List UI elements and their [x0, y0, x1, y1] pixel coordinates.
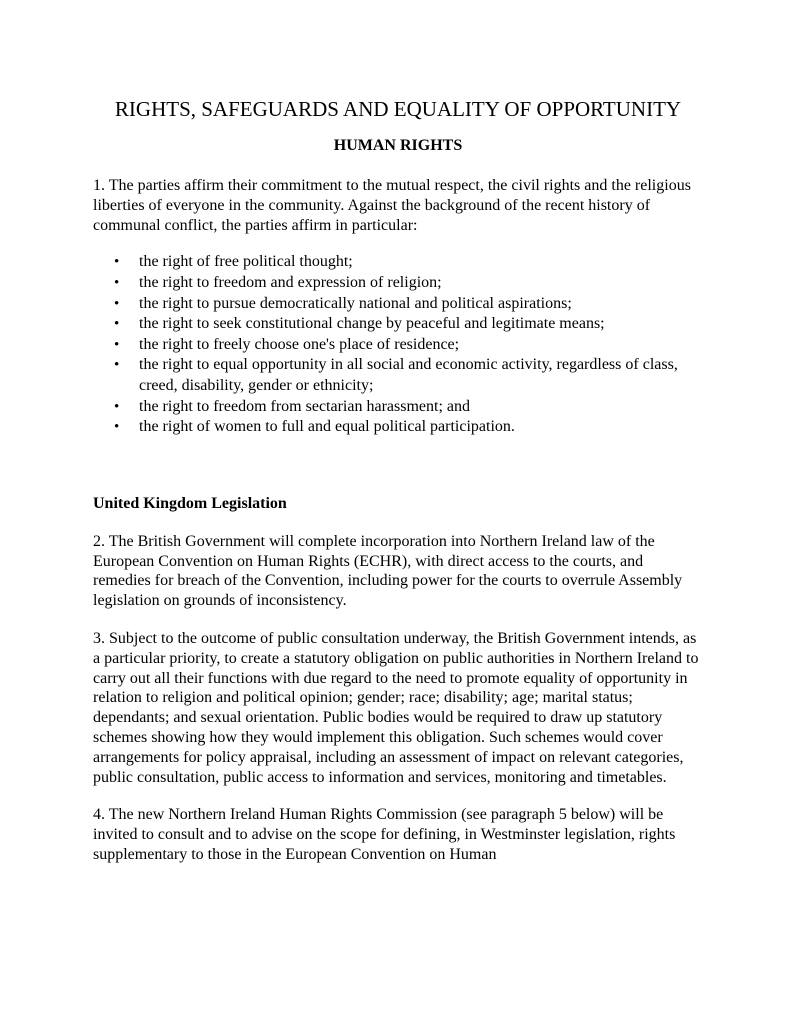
bullet-icon: • [114, 254, 120, 271]
list-item [114, 355, 703, 396]
paragraph-4: 4. The new Northern Ireland Human Rights Commission (see paragraph 5 below) will be invited to consult and to advise on the scope for defining, in Westminster legislation, rights supplementary to those in the European Convention on Human [93, 806, 676, 863]
list-item [114, 252, 703, 273]
section-heading-uk-legislation: United Kingdom Legislation [93, 494, 287, 512]
list-item-text: the right to freedom from sectarian harassment; and [139, 397, 470, 415]
list-item-text: the right of free political thought; [139, 253, 353, 271]
list-item-text: the right to freely choose one's place of residence; [139, 335, 460, 353]
paragraph-3: 3. Subject to the outcome of public consultation underway, the British Government intends, as a particular priority, to create a statutory obligation on public authorities in Northern Ireland to carry out all their functions with due regard to the need to promote equality of opportunity in relation to religion and political opinion; gender; race; disability; age; marital status; dependants; and sexual orientation. Public bodies would be required to draw up statutory schemes showing how they would implement this obligation. Such schemes would cover arrangements for policy appraisal, including an assessment of impact on relevant categories, public consultation, public access to information and services, monitoring and timetables. [93, 629, 699, 786]
bullet-icon: • [114, 336, 120, 353]
rights-list [93, 252, 703, 437]
bullet-icon: • [114, 419, 120, 436]
list-item [114, 397, 703, 418]
section-title-human-rights: HUMAN RIGHTS [333, 137, 463, 154]
list-item-text: the right to freedom and expression of religion; [139, 273, 442, 291]
list-item-text: the right to seek constitutional change by peaceful and legitimate means; [139, 315, 605, 333]
list-item [114, 273, 703, 294]
list-item [114, 335, 703, 356]
list-item [114, 294, 703, 315]
bullet-icon: • [114, 398, 120, 415]
list-item-text: the right of women to full and equal political participation. [139, 418, 515, 436]
document-title: RIGHTS, SAFEGUARDS AND EQUALITY OF OPPORTUNITY [114, 97, 682, 121]
bullet-icon: • [114, 274, 120, 291]
paragraph-2: 2. The British Government will complete incorporation into Northern Ireland law of the European Convention on Human Rights (ECHR), with direct access to the courts, and remedies for breach of the Convention, including power for the courts to overrule Assembly legislation on grounds of inconsistency. [93, 532, 683, 610]
list-item [114, 417, 703, 438]
list-item [114, 314, 703, 335]
bullet-icon: • [114, 316, 120, 333]
paragraph-1: 1. The parties affirm their commitment to the mutual respect, the civil rights and the religious liberties of everyone in the community. Against the background of the recent history of communal conflict, the parties affirm in particular: [93, 177, 691, 234]
document-page [93, 96, 703, 865]
bullet-icon: • [114, 357, 120, 374]
bullet-icon: • [114, 295, 120, 312]
list-item-text: the right to equal opportunity in all social and economic activity, regardless of class, creed, disability, gender or ethnicity; [139, 356, 678, 394]
list-item-text: the right to pursue democratically national and political aspirations; [139, 294, 572, 312]
